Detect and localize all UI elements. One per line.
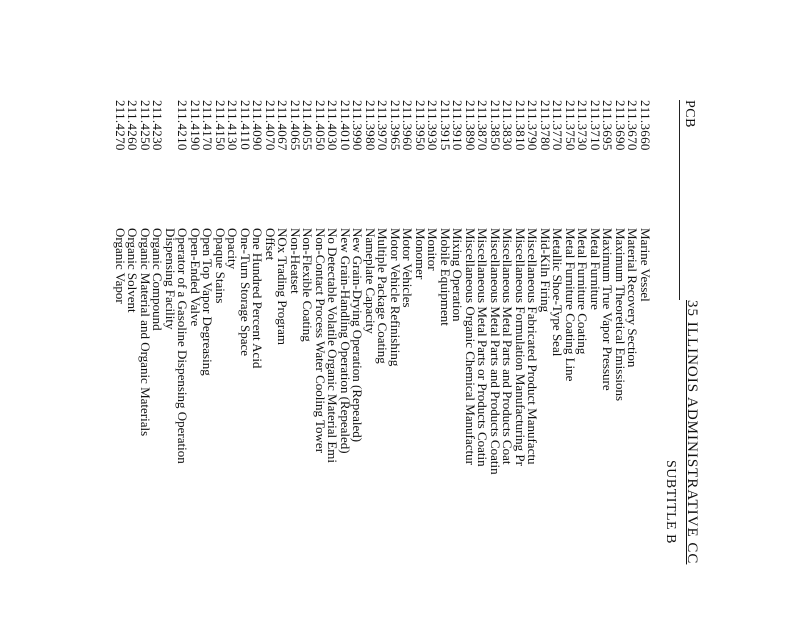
section-number: 211.4030 [325,100,341,151]
section-number: 211.3990 [350,100,366,151]
list-item [464,100,477,618]
list-item [164,100,177,618]
section-number: 211.4055 [300,100,316,151]
defined-term: One-Turn Storage Space [238,228,253,357]
section-number: 211.3870 [475,100,491,151]
list-item [201,100,214,618]
section-number: 211.4150 [213,100,228,151]
section-number: 211.3950 [413,100,428,151]
defined-term: Metal Furniture Coating [575,228,591,355]
list-item [176,100,189,618]
header-code: PCB [682,100,697,128]
section-number: 211.3780 [538,100,553,151]
list-item [439,100,452,618]
section-number: 211.3770 [550,100,566,151]
list-item [414,100,427,618]
defined-term: Open Top Vapor Degreasing [200,228,216,376]
list-item [389,100,402,618]
defined-term: Material Recovery Section [625,228,641,368]
defined-term: New Grain-Handling Operation (Repealed) [338,228,353,454]
section-number: 211.3730 [575,100,591,151]
list-item [139,100,152,618]
defined-term: Opaque Stains [213,228,228,304]
defined-term: Mobile Equipment [438,228,453,326]
section-number: 211.4190 [188,100,203,151]
section-number: 211.4067 [275,100,291,151]
list-item [376,100,389,618]
list-item [189,100,202,618]
defined-term: Miscellaneous Formulation Manufacturing Pr [513,228,528,466]
defined-term: Metal Furniture Coating Line [563,228,578,382]
section-number: 211.3710 [588,100,603,151]
section-number: 211.4210 [175,100,191,151]
section-number: 211.4050 [313,100,328,151]
defined-term: Miscellaneous Organic Chemical Manufactur [463,228,478,465]
list-item [589,100,602,618]
section-number: 211.4010 [338,100,353,151]
section-number: 211.3695 [600,100,616,151]
section-number: 211.4130 [225,100,241,151]
section-number: 211.4230 [150,100,166,151]
section-number: 211.3890 [463,100,478,151]
section-number: 211.4065 [288,100,303,151]
list-item [539,100,552,618]
section-number: 211.3830 [500,100,516,151]
defined-term: Motor Vehicle Refinishing [388,228,403,367]
section-number: 211.3810 [513,100,528,151]
list-item [251,100,264,618]
defined-term: Multiple Package Coating [375,228,391,364]
list-item [126,100,139,618]
list-item [551,100,564,618]
defined-term: Organic Compound [150,228,166,331]
defined-term: Marine Vessel [638,228,653,302]
defined-term: NOx Trading Program [275,228,291,346]
defined-term: Miscellaneous Metal Parts or Products Coatin [475,228,491,467]
defined-term: Non-Heatset [288,228,303,294]
defined-term: Maximum True Vapor Pressure [600,228,616,391]
section-number: 211.3790 [525,100,541,151]
defined-term: Offset [263,228,278,261]
defined-term: Organic Material and Organic Materials [138,228,153,437]
section-number: 211.4270 [113,100,128,151]
defined-term: Non-Contact Process Water Cooling Tower [313,228,328,454]
section-number: 211.3960 [400,100,416,151]
list-item [601,100,614,618]
section-number: 211.3670 [625,100,641,151]
defined-term: Organic Vapor [113,228,128,304]
defined-term: Miscellaneous Metal Parts and Products Coatin [488,228,503,475]
defined-term: Miscellaneous Metal Parts and Products Coat [500,228,516,465]
list-item [314,100,327,618]
defined-term: Metal Furniture [588,228,603,310]
rotated-document-sheet [60,100,700,618]
definitions-list [114,100,652,618]
section-number: 211.4090 [250,100,266,151]
section-number: 211.3930 [425,100,441,151]
defined-term: Non-Flexible Coating [300,228,316,342]
list-item [239,100,252,618]
section-number: 211.3970 [375,100,391,151]
defined-term: Nameplate Capacity [363,228,378,334]
defined-term: Miscellaneous Fabricated Product Manufactu [525,228,541,465]
section-number: 211.4260 [125,100,141,151]
defined-term: One Hundred Percent Acid [250,228,266,369]
list-item [564,100,577,618]
section-number: 211.3850 [488,100,503,151]
defined-term: Maximum Theoretical Emissions [613,228,628,402]
defined-term: Monomer [413,228,428,280]
defined-term: Organic Solvent [125,228,141,313]
list-item [226,100,239,618]
section-number: 211.3750 [563,100,578,151]
defined-term: Monitor [425,228,441,271]
list-item [451,100,464,618]
list-item [301,100,314,618]
list-item [264,100,277,618]
list-item [364,100,377,618]
defined-term: Mixing Operation [450,228,466,322]
defined-term: Mid-Kiln Firing [538,228,553,313]
section-number: 211.3915 [438,100,453,151]
defined-term: Dispensing Facility [163,228,178,330]
section-number: 211.3910 [450,100,466,151]
header-subtitle: SUBTITLE B [663,460,678,544]
defined-term: Operator of a Gasoline Dispensing Operation [175,228,191,464]
list-item [339,100,352,618]
list-item [514,100,527,618]
section-number [164,100,177,190]
header-rule [679,100,680,300]
list-item [489,100,502,618]
list-item [614,100,627,618]
section-number: 211.3660 [638,100,653,151]
section-number: 211.3980 [363,100,378,151]
defined-term: Opacity [225,228,241,270]
section-number: 211.4110 [238,100,253,151]
list-item [289,100,302,618]
section-number: 211.4070 [263,100,278,151]
section-number: 211.3965 [388,100,403,151]
defined-term: New Grain-Drying Operation (Repealed) [350,228,366,443]
list-item [276,100,289,618]
defined-term: Open-Ended Valve [188,228,203,327]
defined-term: Metallic Shoe-Type Seal [550,228,566,357]
section-number: 211.4250 [138,100,153,151]
defined-term: Motor Vehicles [400,228,416,308]
header-title: 35 ILLINOIS ADMINISTRATIVE CC [684,300,700,565]
section-number: 211.3690 [613,100,628,151]
list-item [426,100,439,618]
defined-term: No Detectable Volatile Organic Material Emi [325,228,341,464]
list-item [114,100,127,618]
list-item [639,100,652,618]
list-item [214,100,227,618]
section-number: 211.4170 [200,100,216,151]
